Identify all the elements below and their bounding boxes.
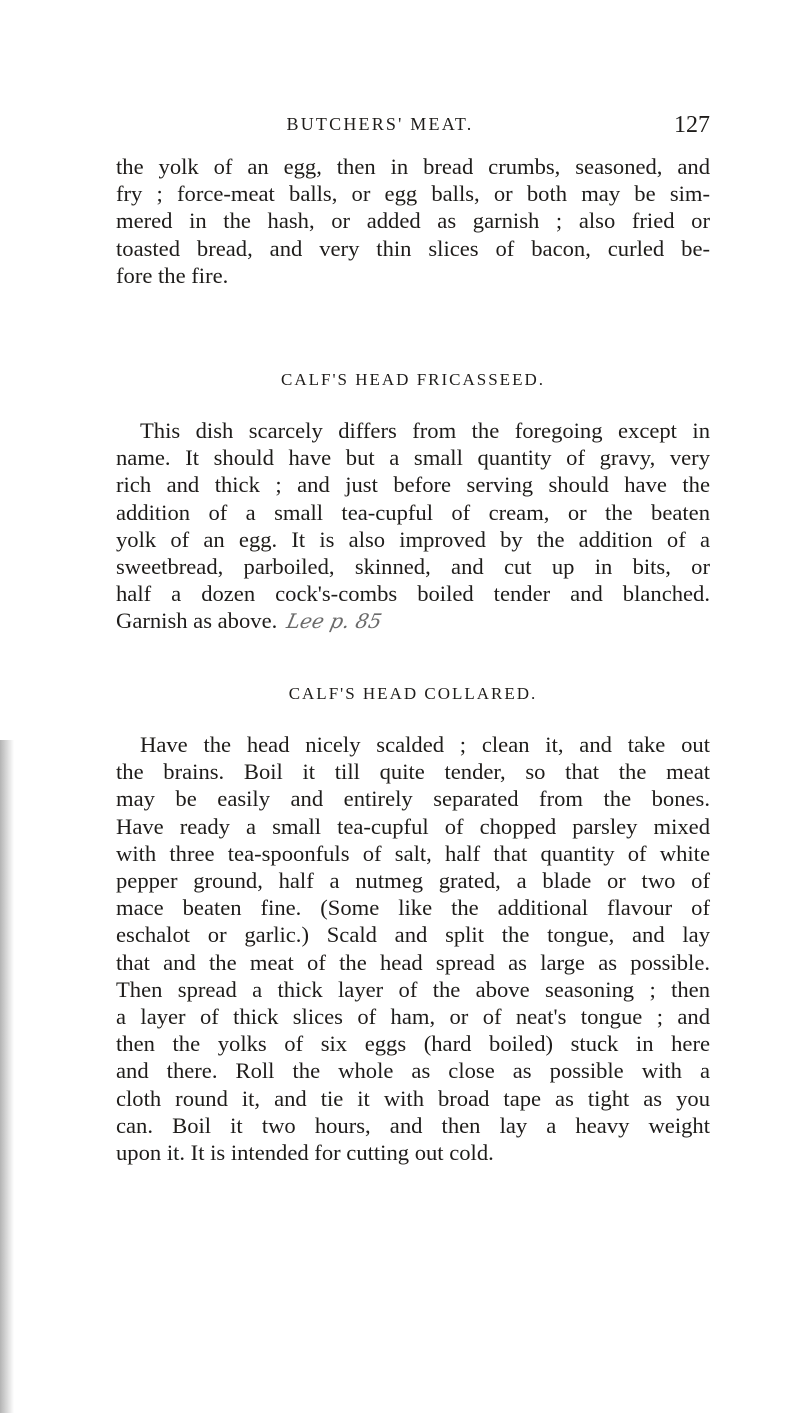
text-line: upon it. It is intended for cutting out cold.: [116, 1140, 494, 1166]
text-line: can. Boil it two hours, and then lay a heavy weight: [116, 1112, 710, 1138]
text-line: pepper ground, half a nutmeg grated, a blade or two of: [116, 868, 710, 894]
text-line: half a dozen cock's-combs boiled tender and blanched.: [116, 581, 710, 607]
paragraph-fricasseed: [116, 417, 710, 636]
paragraph-continued: [116, 153, 710, 289]
text-line: eschalot or garlic.) Scald and split the tongue, and lay: [116, 922, 710, 948]
running-head: [150, 112, 710, 142]
text-line: Have the head nicely scalded ; clean it, and take out: [140, 732, 710, 757]
text-line: sweetbread, parboiled, skinned, and cut up in bits, or: [116, 554, 710, 580]
text-line: rich and thick ; and just before serving should have the: [116, 472, 710, 498]
text-line: the yolk of an egg, then in bread crumbs, seasoned, and: [116, 154, 710, 179]
text-line: may be easily and entirely separated from the bones.: [116, 786, 710, 812]
text-line: the brains. Boil it till quite tender, so that the meat: [116, 759, 710, 785]
text-line: yolk of an egg. It is also improved by the addition of a: [116, 526, 710, 552]
section-heading-collared: CALF'S HEAD COLLARED.: [288, 684, 538, 703]
text-line: cloth round it, and tie it with broad tape as tight as you: [116, 1085, 710, 1111]
text-line: mace beaten fine. (Some like the additional flavour of: [116, 895, 710, 921]
text-line: This dish scarcely differs from the foregoing except in: [140, 418, 710, 443]
page-edge-shadow: [0, 740, 14, 1413]
paragraph-collared: [116, 731, 710, 1166]
text-line: with three tea-spoonfuls of salt, half that quantity of white: [116, 840, 710, 866]
section-heading-fricasseed: CALF'S HEAD FRICASSEED.: [281, 370, 545, 389]
text-line: and there. Roll the whole as close as possible with a: [116, 1058, 710, 1084]
text-line: then the yolks of six eggs (hard boiled) stuck in here: [116, 1031, 710, 1057]
running-title: BUTCHERS' MEAT.: [286, 114, 474, 134]
text-line-content: Garnish as above.: [116, 608, 278, 634]
handwritten-annotation: Lee p. 85: [284, 609, 385, 634]
page-number: 127: [674, 112, 710, 138]
text-line: fore the fire.: [116, 262, 229, 288]
text-line: a layer of thick slices of ham, or of neat's tongue ; and: [116, 1004, 710, 1030]
text-line: [116, 607, 710, 635]
text-line: fry ; force-meat balls, or egg balls, or both may be sim-: [116, 181, 710, 207]
text-line: that and the meat of the head spread as large as possible.: [116, 949, 710, 975]
text-line: mered in the hash, or added as garnish ; also fried or: [116, 208, 710, 234]
text-line: addition of a small tea-cupful of cream, or the beaten: [116, 499, 710, 525]
text-line: Have ready a small tea-cupful of chopped parsley mixed: [116, 813, 710, 839]
text-line: toasted bread, and very thin slices of bacon, curled be-: [116, 235, 710, 261]
text-line: name. It should have but a small quantity of gravy, very: [116, 445, 710, 471]
text-line: Then spread a thick layer of the above seasoning ; then: [116, 976, 710, 1002]
